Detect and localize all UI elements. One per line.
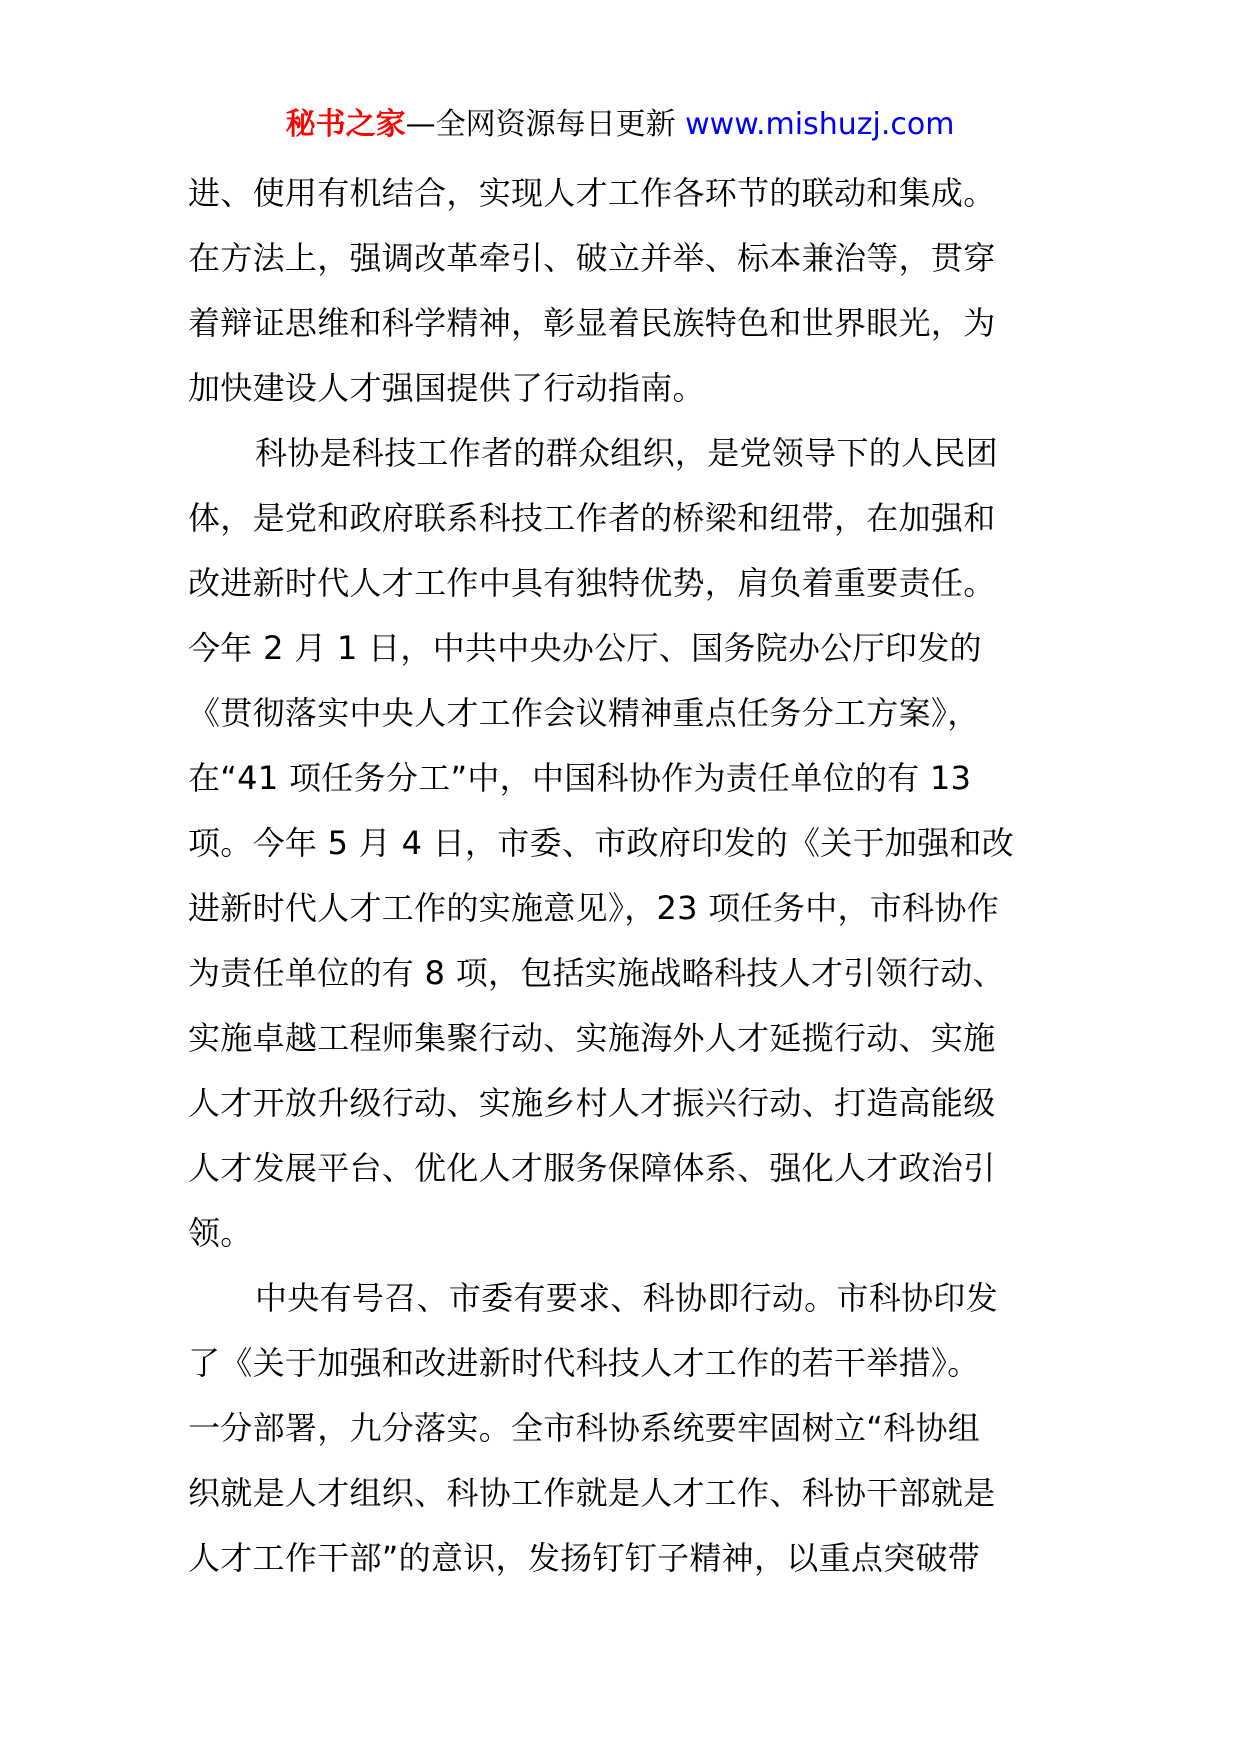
text-line: 一分部署，九分落实。全市科协系统要牢固树立“科协组 [188,1409,981,1447]
text-line: 人才开放升级行动、实施乡村人才振兴行动、打造高能级 [188,1084,996,1122]
text-line: 《贯彻落实中央人才工作会议精神重点任务分工方案》， [188,694,980,732]
text-line: 领。 [188,1214,253,1252]
text-line: 体，是党和政府联系科技工作者的桥梁和纽带，在加强和 [188,499,996,537]
paragraph-first-line: 科协是科技工作者的群众组织，是党领导下的人民团 [255,434,998,472]
text-line: 织就是人才组织、科协工作就是人才工作、科协干部就是 [188,1474,996,1512]
header-slogan: —全网资源每日更新 [405,107,686,142]
text-line: 在方法上，强调改革牵引、破立并举、标本兼治等，贯穿 [188,239,996,277]
text-line: 项。今年 5 月 4 日，市委、市政府印发的《关于加强和改 [188,824,1015,862]
site-header [0,103,1240,147]
text-line: 为责任单位的有 8 项，包括实施战略科技人才引领行动、 [188,954,1005,992]
text-line: 进、使用有机结合，实现人才工作各环节的联动和集成。 [188,174,996,212]
text-line: 改进新时代人才工作中具有独特优势，肩负着重要责任。 [188,564,996,602]
text-line: 在“41 项任务分工”中，中国科协作为责任单位的有 13 [188,759,972,797]
text-line: 加快建设人才强国提供了行动指南。 [188,369,705,407]
text-line: 着辩证思维和科学精神，彰显着民族特色和世界眼光，为 [188,304,996,342]
paragraph-first-line: 中央有号召、市委有要求、科协即行动。市科协印发 [255,1279,998,1317]
text-line: 人才发展平台、优化人才服务保障体系、强化人才政治引 [188,1149,996,1187]
text-line: 进新时代人才工作的实施意见》，23 项任务中，市科协作 [188,889,999,927]
text-line: 人才工作干部”的意识，发扬钉钉子精神，以重点突破带 [188,1539,981,1577]
brand-name: 秘书之家 [285,107,406,142]
text-line: 今年 2 月 1 日，中共中央办公厅、国务院办公厅印发的 [188,629,982,667]
text-line: 了《关于加强和改进新时代科技人才工作的若干举措》。 [188,1344,980,1382]
site-url-link[interactable]: www.mishuzj.com [685,107,955,142]
document-body [188,161,1058,1591]
text-line: 实施卓越工程师集聚行动、实施海外人才延揽行动、实施 [188,1019,996,1057]
